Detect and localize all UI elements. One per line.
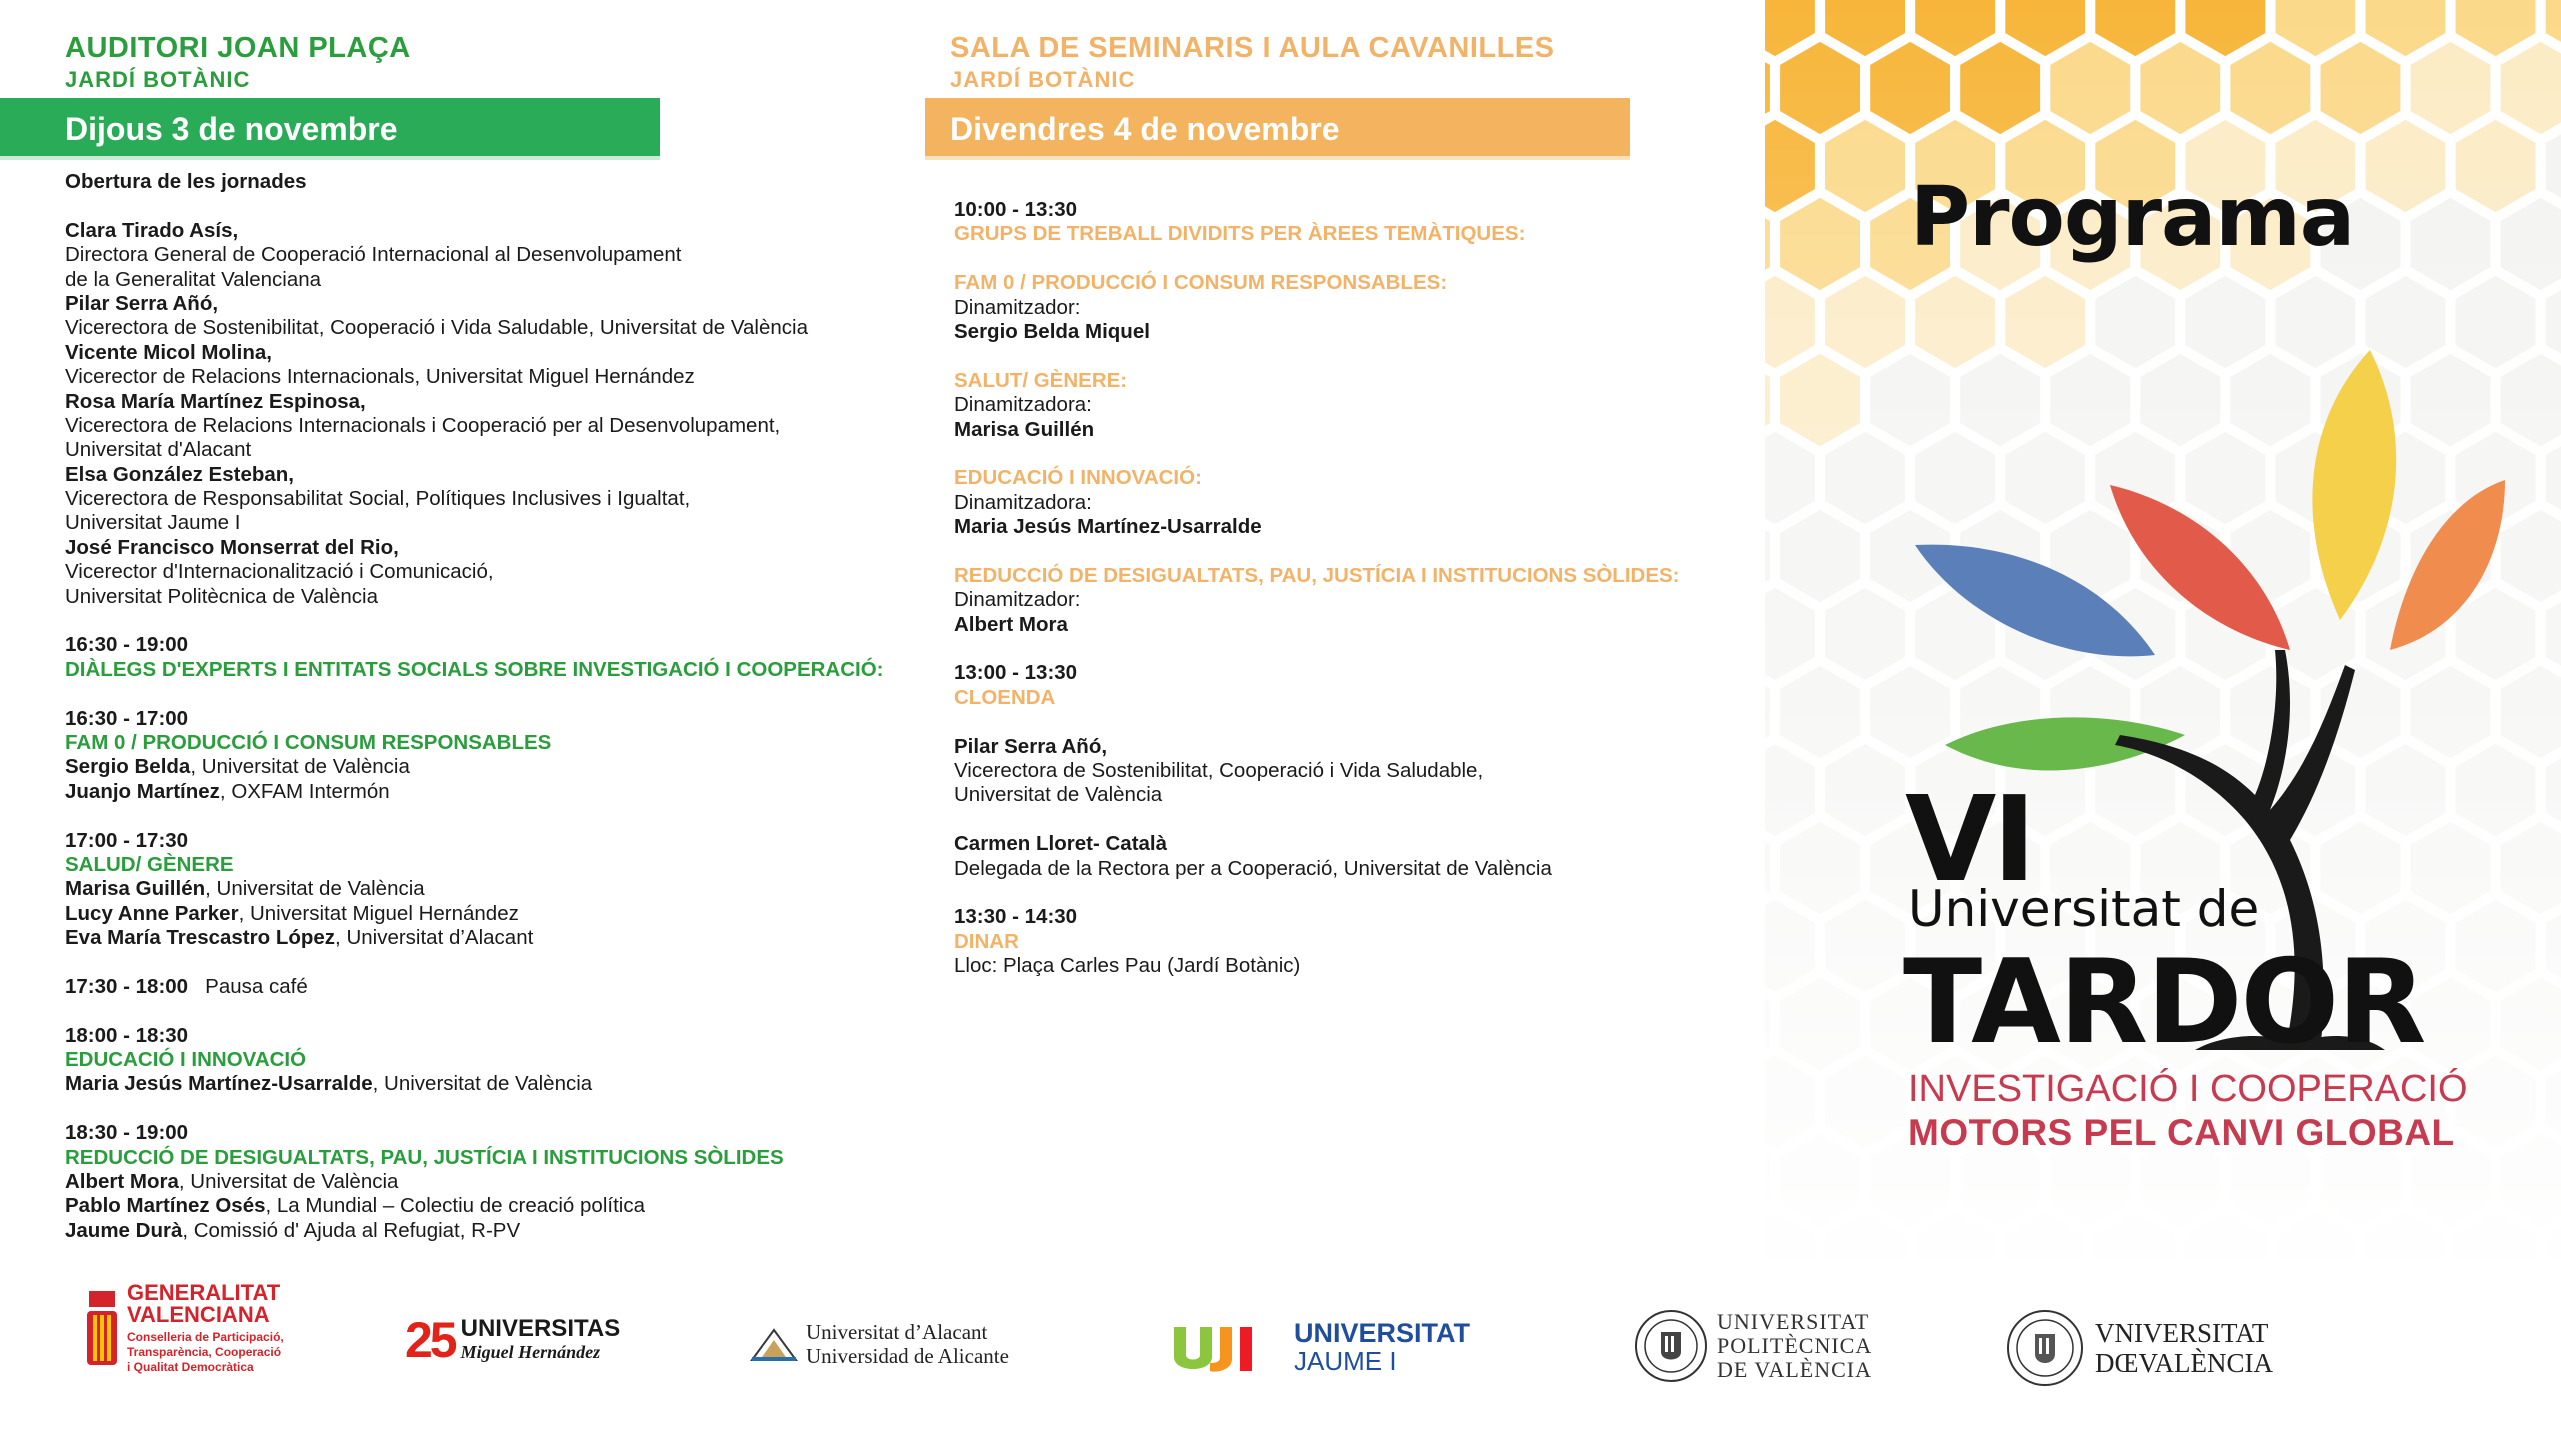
spacer <box>65 804 895 828</box>
gva-sub: Conselleria de Participació, <box>127 1330 284 1344</box>
spacer <box>65 194 895 218</box>
program-line: FAM 0 / PRODUCCIÓ I CONSUM RESPONSABLES: <box>954 271 1448 295</box>
venue-title: AUDITORI JOAN PLAÇA <box>65 32 411 64</box>
venue-subtitle: JARDÍ BOTÀNIC <box>65 67 251 92</box>
program-line <box>65 1072 895 1096</box>
venue-title: SALA DE SEMINARIS I AULA CAVANILLES <box>950 32 1555 64</box>
program-line <box>65 1170 895 1194</box>
logo-generalitat-valenciana <box>85 1282 284 1375</box>
program-line <box>65 1194 895 1218</box>
program-line: 18:30 - 19:00 <box>65 1121 189 1145</box>
program-line: de la Generalitat Valenciana <box>65 267 322 291</box>
thursday-column <box>0 0 900 1260</box>
speaker-name: Marisa Guillén <box>65 877 206 901</box>
speaker-name: Jaume Durà <box>65 1218 183 1242</box>
program-line: Delegada de la Rectora per a Cooperació, Universitat de València <box>954 856 1552 880</box>
program-line: Vicerectora de Relacions Internacionals i Cooperació per al Desenvolupament, <box>65 413 781 437</box>
spacer <box>65 951 895 975</box>
program-line: EDUCACIÓ I INNOVACIÓ: <box>954 466 1202 490</box>
spacer <box>65 682 895 706</box>
day-banner-friday: Divendres 4 de novembre <box>925 98 1630 160</box>
speaker-affiliation: , Universitat Miguel Hernández <box>238 901 519 925</box>
speaker-affiliation: , Universitat de València <box>372 1072 593 1096</box>
speaker-name: Maria Jesús Martínez-Usarralde <box>65 1072 373 1096</box>
speaker-name: Lucy Anne Parker <box>65 901 239 925</box>
speaker-affiliation: , Comissió d' Ajuda al Refugiat, R-PV <box>182 1218 521 1242</box>
orange-leaf-icon <box>2390 480 2505 650</box>
program-line: EDUCACIÓ I INNOVACIÓ <box>65 1048 307 1072</box>
program-line: Obertura de les jornades <box>65 170 307 193</box>
program-line: 10:00 - 13:30 <box>954 198 1078 221</box>
program-line: Dinamitzador: <box>954 295 1081 319</box>
program-line: Vicente Micol Molina, <box>65 340 272 364</box>
program-line: DINAR <box>954 929 1019 953</box>
program-line <box>65 975 895 999</box>
program-line <box>65 780 895 804</box>
programa-heading: Programa <box>1910 170 2355 265</box>
yellow-leaf-icon <box>2312 350 2396 620</box>
program-line <box>65 755 895 779</box>
program-line: Vicerector d'Internacionalització i Comunicació, <box>65 560 494 584</box>
program-line: Vicerectora de Responsabilitat Social, Polítiques Inclusives i Igualtat, <box>65 487 691 511</box>
speaker-name: Juanjo Martínez <box>65 779 220 803</box>
program-line: 17:00 - 17:30 <box>65 828 189 852</box>
program-line: 13:30 - 14:30 <box>954 905 1078 929</box>
program-line: FAM 0 / PRODUCCIÓ I CONSUM RESPONSABLES <box>65 730 552 754</box>
speaker-affiliation: , Universitat d’Alacant <box>335 926 534 950</box>
program-line: Dinamitzadora: <box>954 490 1092 514</box>
program-line: Albert Mora <box>954 612 1068 636</box>
tagline-line2: MOTORS PEL CANVI GLOBAL <box>1908 1112 2455 1153</box>
speaker-name: Eva María Trescastro López <box>65 926 336 950</box>
program-line: Pilar Serra Añó, <box>954 734 1108 758</box>
program-line: Dinamitzador: <box>954 588 1081 612</box>
speaker-affiliation: , Universitat de València <box>178 1170 399 1194</box>
spacer <box>65 999 895 1023</box>
program-line: CLOENDA <box>954 685 1056 709</box>
spacer <box>954 637 1714 661</box>
program-line: Lloc: Plaça Carles Pau (Jardí Botànic) <box>954 954 1301 978</box>
program-line: Universitat Politècnica de València <box>65 584 378 608</box>
umh-sub: Miguel Hernández <box>460 1342 601 1362</box>
logo-upv <box>1633 1308 1872 1384</box>
program-line: 16:30 - 17:00 <box>65 706 189 730</box>
program-line: Marisa Guillén <box>954 417 1095 441</box>
upv-name-2: POLITÈCNICA <box>1717 1333 1873 1358</box>
edition-number: VI <box>1905 770 2033 908</box>
program-line: Universitat d'Alacant <box>65 438 252 462</box>
speaker-affiliation: , Universitat de València <box>205 877 425 901</box>
program-line <box>65 1219 895 1243</box>
program-line <box>65 926 895 950</box>
tardor-text: TARDOR <box>1903 935 2425 1070</box>
program-line: Elsa González Esteban, <box>65 462 294 486</box>
spacer <box>954 710 1714 734</box>
spacer <box>954 539 1714 563</box>
thursday-program <box>65 170 895 1243</box>
spacer <box>954 442 1714 466</box>
program-line: SALUD/ GÈNERE <box>65 852 234 876</box>
uji-name-2: JAUME I <box>1294 1346 1397 1376</box>
blue-leaf-icon <box>1915 545 2155 657</box>
program-line: 16:30 - 19:00 <box>65 633 189 657</box>
red-leaf-icon <box>2110 485 2290 650</box>
program-line <box>65 902 895 926</box>
program-line: Universitat de València <box>954 783 1163 807</box>
spacer <box>954 808 1714 832</box>
upv-name-3: DE VALÈNCIA <box>1717 1357 1873 1382</box>
ua-name: Universitat d’Alacant <box>806 1320 988 1344</box>
spacer <box>954 247 1714 271</box>
uji-mark-icon <box>1170 1323 1288 1373</box>
venue-subtitle: JARDÍ BOTÀNIC <box>950 67 1136 92</box>
program-line: REDUCCIÓ DE DESIGUALTATS, PAU, JUSTÍCIA I INSTITUCIONS SÒLIDES <box>65 1145 784 1169</box>
spacer <box>954 881 1714 905</box>
upv-name: UNIVERSITAT <box>1717 1309 1870 1334</box>
spacer <box>954 344 1714 368</box>
program-line <box>65 877 895 901</box>
program-line: Vicerectora de Sostenibilitat, Cooperació i Vida Saludable, <box>954 758 1484 782</box>
universitat-de-text: Universitat de <box>1908 880 2260 938</box>
speaker-affiliation: , Universitat de València <box>190 755 410 779</box>
program-line: DIÀLEGS D'EXPERTS I ENTITATS SOCIALS SOBRE INVESTIGACIÓ I COOPERACIÓ: <box>65 657 884 681</box>
speaker-affiliation: , La Mundial – Colectiu de creació política <box>265 1194 645 1218</box>
program-line: Sergio Belda Miquel <box>954 319 1150 343</box>
speaker-affiliation: Pausa café <box>188 974 308 998</box>
program-line: Carmen Lloret- Català <box>954 832 1168 856</box>
speaker-name: Pablo Martínez Osés <box>65 1194 266 1218</box>
gva-sub-3: i Qualitat Democràtica <box>127 1360 254 1374</box>
uv-name: VNIVERSITAT <box>2095 1318 2269 1348</box>
program-line: Universitat Jaume I <box>65 511 241 535</box>
ua-emblem-icon <box>750 1324 798 1364</box>
umh-25-mark: 25 <box>405 1312 455 1368</box>
sponsor-logos <box>0 1260 2561 1441</box>
program-line: Vicerectora de Sostenibilitat, Cooperació i Vida Saludable, Universitat de València <box>65 316 808 340</box>
spacer <box>65 609 895 633</box>
program-line: Pilar Serra Añó, <box>65 291 219 315</box>
poster-panel <box>1765 0 2561 1260</box>
logo-uv <box>2005 1308 2273 1388</box>
program-line: Vicerector de Relacions Internacionals, Universitat Miguel Hernández <box>65 365 695 389</box>
program-line: 13:00 - 13:30 <box>954 661 1078 685</box>
umh-name: UNIVERSITAS <box>460 1315 621 1342</box>
friday-program <box>954 198 1714 979</box>
day-banner-thursday: Dijous 3 de novembre <box>0 98 660 160</box>
gva-emblem-icon <box>85 1289 119 1369</box>
logo-ua <box>750 1320 1009 1368</box>
ua-name-2: Universidad de Alicante <box>806 1344 1009 1368</box>
program-line: Dinamitzadora: <box>954 393 1092 417</box>
spacer <box>65 1097 895 1121</box>
gva-sub-2: Transparència, Cooperació <box>127 1345 282 1359</box>
speaker-name: Albert Mora <box>65 1170 179 1194</box>
uv-name-2: DŒVALÈNCIA <box>2095 1348 2274 1378</box>
uji-name: UNIVERSITAT <box>1294 1318 1471 1348</box>
program-line: REDUCCIÓ DE DESIGUALTATS, PAU, JUSTÍCIA I INSTITUCIONS SÒLIDES: <box>954 563 1680 587</box>
speaker-name: 17:30 - 18:00 <box>65 974 189 998</box>
program-line: GRUPS DE TREBALL DIVIDITS PER ÀREES TEMÀTIQUES: <box>954 222 1526 246</box>
uv-seal-icon <box>2005 1308 2085 1388</box>
program-line: SALUT/ GÈNERE: <box>954 368 1128 392</box>
program-line: Directora General de Cooperació Internacional al Desenvolupament <box>65 243 682 267</box>
logo-umh <box>405 1312 620 1368</box>
speaker-affiliation: , OXFAM Intermón <box>219 779 390 803</box>
gva-name-2: VALENCIANA <box>127 1302 270 1327</box>
program-line: 18:00 - 18:30 <box>65 1023 189 1047</box>
logo-uji <box>1170 1320 1470 1375</box>
gva-name: GENERALITAT <box>127 1280 281 1305</box>
upv-seal-icon <box>1633 1308 1709 1384</box>
program-line: Rosa María Martínez Espinosa, <box>65 389 366 413</box>
program-line: José Francisco Monserrat del Rio, <box>65 535 399 559</box>
friday-column <box>925 0 1705 1260</box>
tagline-line1: INVESTIGACIÓ I COOPERACIÓ <box>1908 1068 2468 1110</box>
speaker-name: Sergio Belda <box>65 755 191 779</box>
program-line: Maria Jesús Martínez-Usarralde <box>954 515 1262 539</box>
program-line: Clara Tirado Asís, <box>65 218 239 242</box>
